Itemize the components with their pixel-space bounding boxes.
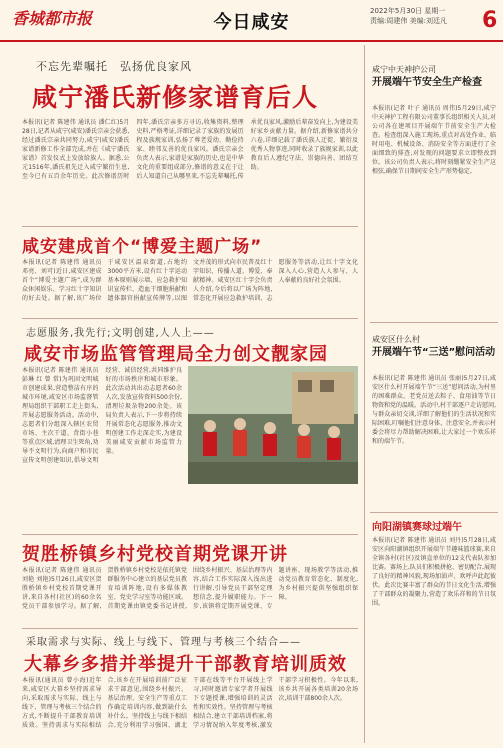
divider bbox=[22, 318, 358, 319]
page-number: 6 bbox=[482, 8, 498, 33]
divider bbox=[22, 226, 358, 227]
story1-headline: 咸宁潘氏新修家谱育后人 bbox=[32, 83, 319, 112]
sidebar1-kicker: 咸宁中天神护公司 bbox=[372, 65, 436, 74]
newspaper-logo: 香城都市报 bbox=[12, 9, 93, 28]
divider bbox=[370, 512, 498, 513]
story3-body: 本报讯(记者 陈建伟 通讯员 彭琳 红 曾 常)为巩固文明城市创建成果,营造整洁有序的城市环境,咸安区市场监督管理局组织干部职工走上街头,开展志愿服务活动。活动中,志愿者们分组深入辖区农贸市场、主次干道、背街小巷等重点区域,清理卫生死角,劝导不文明行为,向商户和市民宣传文明创建知识,倡导文明经营、诚信经营,共同维护良好的市场秩序和城市形象。此次活动共出动志愿者60余人次,发放宣传资料500余份,清理垃圾杂物200余处。该局负责人表示,下一步将持续开展常态化志愿服务,推动文明创建工作走深走实,为建设美丽咸安贡献市场监管力量。 bbox=[22, 367, 182, 464]
divider bbox=[370, 322, 498, 323]
sidebar2-kicker: 咸安区什么村 bbox=[372, 335, 420, 344]
story3-kicker: 志愿服务,我先行;文明创建,人人上—— bbox=[26, 328, 215, 339]
story1-body: 本报讯(记者 陈建伟 通讯员 潘仁红)5月28日,记者从咸宁(咸安)潘氏宗亲会获悉,经过潘氏宗亲共同努力,咸宁(咸安)潘氏家谱新修工作全部完成,并在《咸宁潘氏家谱》首发仪式上发放给族人。据悉,公元1516年,潘氏祖先迁入咸宁繁衍生息,至今已有五百余年历史。此次修谱历时四年,潘氏宗亲多方寻访,收集资料,整理史料,严格考证,详细记录了家族的发展历程及族规家训,弘扬了尊老爱幼、勤俭持家、睦邻友善的优良家风。潘氏宗亲会负责人表示,家谱是家族的历史,也是中华文化的重要组成部分,修谱的意义在于让后人知道自己从哪里来,不忘先辈嘱托,传承优良家风,激励后辈奋发向上,为建设美好家乡贡献力量。据介绍,新修家谱共分六卷,详细记载了潘氏族人迁徙、繁衍及优秀人物事迹,同时收录了族规家训,以此教育后人遵纪守法、崇德向善、团结互助。 bbox=[22, 119, 358, 180]
sidebar2-title: 开展端午节“三送”慰问活动 bbox=[372, 347, 496, 358]
story5-kicker: 采取需求与实际、线上与线下、管理与考核三个结合—— bbox=[26, 637, 301, 648]
story1-kicker: 不忘先辈嘱托 弘扬优良家风 bbox=[36, 60, 192, 73]
sidebar2-body: 本报讯(记者 陈建伟 通讯员 张丽)5月27日,咸安区什么村开展端午节“三送”慰问活动,为村里的困难群众、老党员送去粽子、食用油等节日物资和党的温暖。活动中,村干部逐户走访慰问,与群众亲切交谈,详细了解他们的生活状况和实际困难,叮嘱他们注意身体、注意安全,并表示村委会将尽力帮助解决困难,让大家过一个欢乐祥和的端午节。 bbox=[372, 375, 496, 445]
sidebar1-body: 本报讯(记者 叶子 通讯员 周伟)5月29日,咸宁中天神护工程有限公司董事长组织相关人员,对公司各在建项目开展端午节前安全生产大检查。检查组深入施工现场,重点对高处作业、临时用电、机械设备、消防安全等方面进行了全面细致的排查,对发现的问题要求立即整改到位。该公司负责人表示,将时刻绷紧安全生产这根弦,确保节日期间安全生产形势稳定。 bbox=[372, 105, 496, 175]
story2-body: 本报讯(记者 陈建伟 通讯员 邓亮、刘可)近日,咸安区建成首个“博爱主题广场”,成为群众休闲娱乐、学习红十字知识的好去处。据了解,该广场位于咸安区温泉街道,占地约3000平方米,设有红十字运动基本原则展示墙、应急救护知识宣传栏、造血干细胞捐献和遗体器官捐献宣传牌等,以图文并茂的形式向市民普及红十字知识、传播人道、博爱、奉献精神。咸安区红十字会负责人介绍,今后将以广场为阵地,常态化开展应急救护培训、志愿服务等活动,让红十字文化深入人心,营造人人参与、人人奉献的良好社会氛围。 bbox=[22, 259, 358, 302]
story5-body: 本报讯(通讯员 曾小海)近年来,咸安区大幕乡坚持需求导向,采取需求与实际、线上与线下、管理与考核三个结合的方式,不断提升干部教育培训质效。坚持需求与实际相结合,该乡在开展培训前广泛征求干部意见,围绕乡村振兴、基层治理、安全生产等重点工作确定培训内容,做到缺什么补什么。坚持线上与线下相结合,充分利用学习强国、湖北干部在线等平台开展线上学习,同时邀请专家学者开展线下专题授课,增强培训的灵活性和实效性。坚持管理与考核相结合,建立干部培训档案,将学习情况纳入年度考核,激发干部学习积极性。今年以来,该乡共开展各类培训20余场次,培训干部800余人次。 bbox=[22, 677, 358, 729]
sidebar1-title: 开展端午节安全生产检查 bbox=[372, 77, 482, 88]
story4-body: 本报讯(记者 陈建伟 通讯员 刘艳 刘艳)5月26日,咸安区贺胜桥镇乡村党校首期党课开讲,来自各村(社区)的60余名党员干部参加学习。据了解,贺胜桥镇乡村党校是依托镇党群服务中心建立的基层党员教育培训阵地,设有多媒体教室、党史学习室等功能区域。首期党课由镇党委书记讲授,围绕乡村振兴、基层治理等内容,结合工作实际深入浅出进行讲解,引导党员干部坚定理想信念,提升履职能力。下一步,该镇将定期开展党课、专题讲座、现场教学等活动,推动党员教育常态化、制度化,为乡村振兴提供坚强组织保障。 bbox=[22, 567, 358, 610]
story3-headline: 咸安市场监管管理局全力创文靓家园 bbox=[24, 344, 328, 365]
sidebar3-body: 本报讯(记者 陈建伟 通讯员 刘丹)5月28日,咸安区向阳湖镇组织开展端午节趣味篮球赛,来自全镇各村(社区)及镇直单位的12支代表队参加比赛。赛场上,队员们积极拼抢、密切配合,展现了良好的精神风貌,现场加油声、欢呼声此起彼伏。此次比赛丰富了群众的节日文化生活,增强了干部群众的凝聚力,营造了欢乐祥和的节日氛围。 bbox=[372, 537, 496, 607]
section-title: 今日咸安 bbox=[213, 12, 290, 33]
divider bbox=[22, 628, 358, 629]
story4-headline: 贺胜桥镇乡村党校首期党课开讲 bbox=[22, 544, 288, 565]
issue-date: 2022年5月30日 星期一 bbox=[370, 7, 446, 15]
masthead bbox=[0, 0, 503, 42]
volunteer-photo-illustration bbox=[188, 366, 358, 484]
volunteer-photo bbox=[188, 366, 358, 484]
divider bbox=[22, 534, 358, 535]
story5-headline: 大幕乡多措并举提升干部教育培训质效 bbox=[24, 654, 347, 675]
date-block bbox=[370, 6, 447, 26]
sidebar3-title: 向阳湖镇赛球过端午 bbox=[372, 522, 462, 533]
story2-headline: 咸安建成首个“博爱主题广场” bbox=[22, 237, 263, 257]
sidebar-divider bbox=[364, 45, 365, 743]
editor-credit: 责编:周建伟 美编:刘廷凡 bbox=[370, 17, 447, 25]
